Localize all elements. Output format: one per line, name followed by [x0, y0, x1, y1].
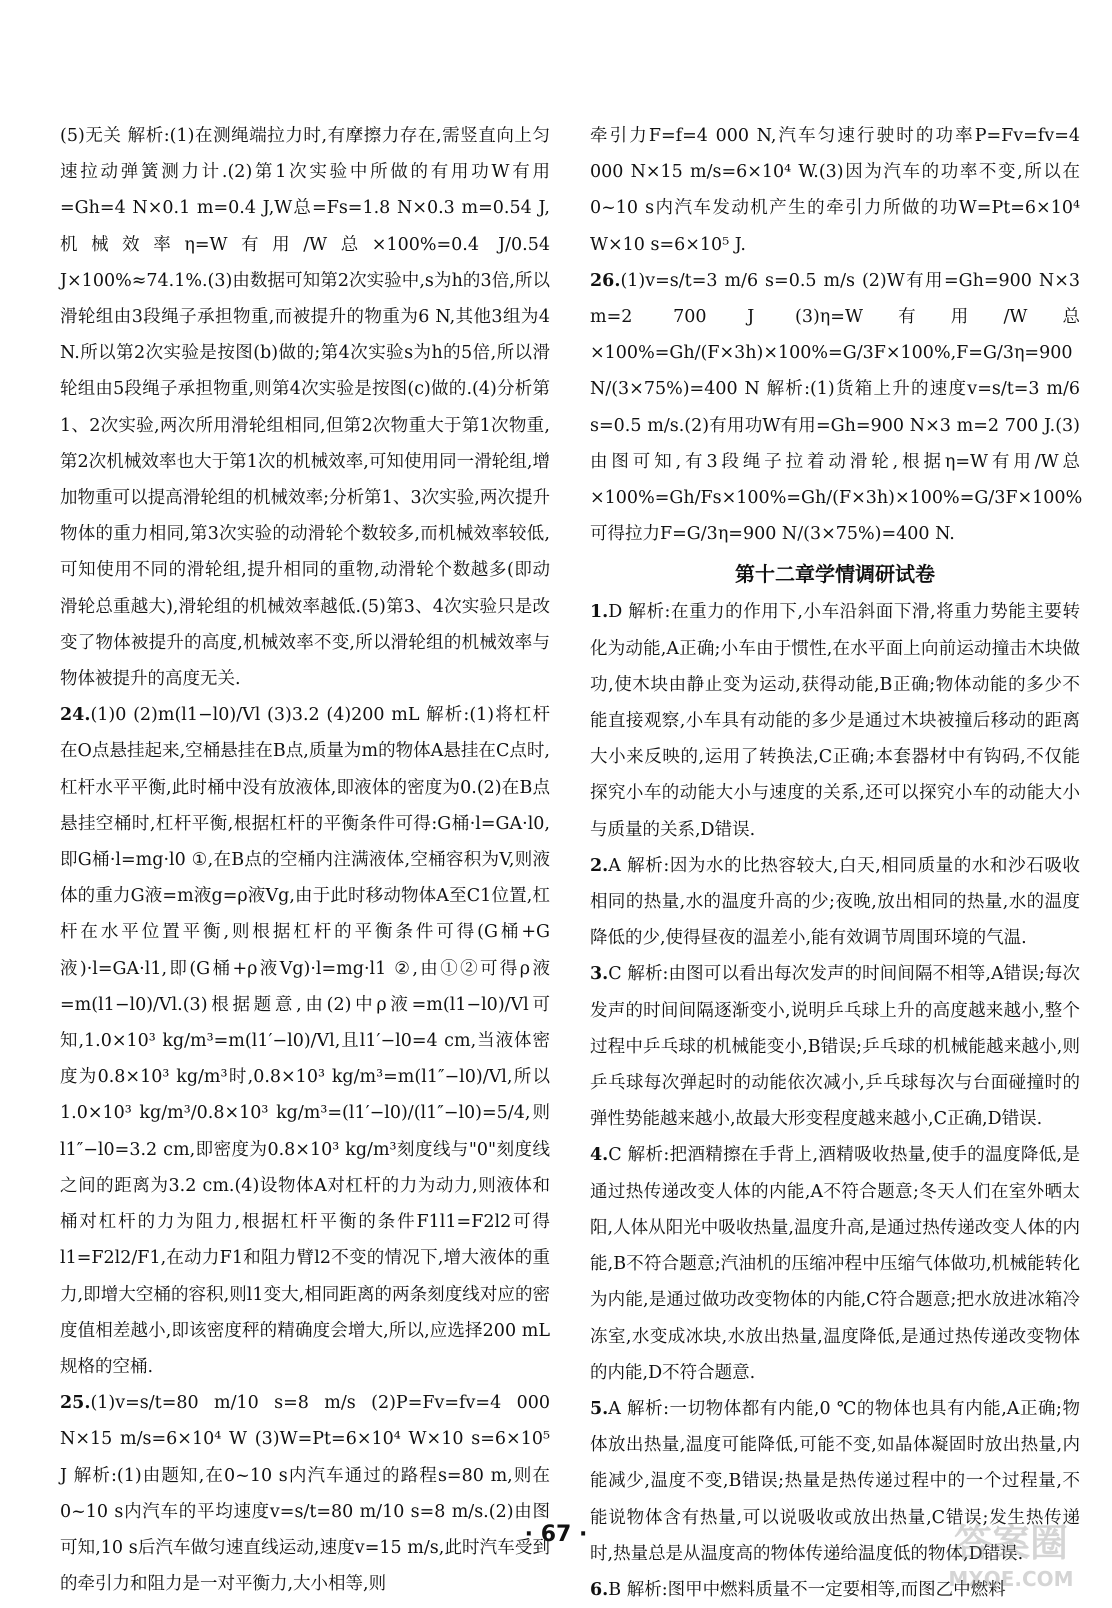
watermark-bottom-text: MXQE.COM	[948, 1567, 1074, 1591]
answer-paragraph: 2.A 解析:因为水的比热容较大,白天,相同质量的水和沙石吸收相同的热量,水的温度升高的少;夜晚,放出相同的热量,水的温度降低的少,使得昼夜的温差小,能有效调节周围环境的气温.	[590, 855, 1080, 949]
answer-paragraph: 25.(1)v=s/t=80 m/10 s=8 m/s (2)P=Fv=fv=4 000 N×15 m/s=6×10⁴ W (3)W=Pt=6×10⁴ W×10 s=6×10⁵ J 解析:(1)由题知,在0~10 s内汽车通过的路程s=80 m,则在0~10 s内汽车的平均速度v=s/t=80 m/10 s=8 m/s.(2)由图可知,10 s后汽车做匀速直线运动,速度v=15 m/s,此时汽车受到的牵引力和阻力是一对平衡力,大小相等,则	[60, 1393, 550, 1595]
answer-paragraph: 6.B 解析:图甲中燃料质量不一定要相等,而图乙中燃料	[590, 1579, 1006, 1600]
answer-paragraph: 3.C 解析:由图可以看出每次发声的时间间隔不相等,A错误;每次发声的时间间隔逐渐变小,说明乒乓球上升的高度越来越小,整个过程中乒乓球的机械能变小,B错误;乒乓球的机械能越来越小,则乒乓球每次弹起时的动能依次减小,乒乓球每次与台面碰撞时的弹性势能越来越小,故最大形变程度越来越小,C正确,D错误.	[590, 964, 1080, 1130]
answer-paragraph: 1.D 解析:在重力的作用下,小车沿斜面下滑,将重力势能主要转化为动能,A正确;小车由于惯性,在水平面上向前运动撞击木块做功,使木块由静止变为运动,获得动能,B正确;物体动能的多少不能直接观察,小车具有动能的多少是通过木块被撞后移动的距离大小来反映的,运用了转换法,C正确;本套器材中有钩码,不仅能探究小车的动能大小与速度的关系,还可以探究小车的动能大小与质量的关系,D错误.	[590, 602, 1080, 840]
watermark-graphic	[926, 1514, 1096, 1592]
watermark-logo	[926, 1514, 1096, 1592]
left-column	[60, 118, 550, 1602]
answer-paragraph: 4.C 解析:把酒精擦在手背上,酒精吸收热量,使手的温度降低,是通过热传递改变人体的内能,A不符合题意;冬天人们在室外晒太阳,人体从阳光中吸收热量,温度升高,是通过热传递改变人体的内能,B不符合题意;汽油机的压缩冲程中压缩气体做功,机械能转化为内能,是通过做功改变物体的内能,C符合题意;把水放进冰箱冷冻室,水变成冰块,水放出热量,温度降低,是通过热传递改变物体的内能,D不符合题意.	[590, 1145, 1080, 1383]
answer-paragraph: 牵引力F=f=4 000 N,汽车匀速行驶时的功率P=Fv=fv=4 000 N×15 m/s=6×10⁴ W.(3)因为汽车的功率不变,所以在0~10 s内汽车发动机产生的牵引力所做的功W=Pt=6×10⁴ W×10 s=6×10⁵ J.	[590, 126, 1080, 255]
answer-paragraph: (5)无关 解析:(1)在测绳端拉力时,有摩擦力存在,需竖直向上匀速拉动弹簧测力计.(2)第1次实验中所做的有用功W有用=Gh=4 N×0.1 m=0.4 J,W总=Fs=1.8 N×0.3 m=0.54 J,机械效率η=W有用/W总×100%=0.4 J/0.54 J×100%≈74.1%.(3)由数据可知第2次实验中,s为h的3倍,所以滑轮组由3段绳子承担物重,而被提升的物重为6 N,其他3组为4 N.所以第2次实验是按图(b)做的;第4次实验s为h的5倍,所以滑轮组由5段绳子承担物重,则第4次实验是按图(c)做的.(4)分析第1、2次实验,两次所用滑轮组相同,但第2次物重大于第1次物重,第2次机械效率也大于第1次的机械效率,可知使用同一滑轮组,增加物重可以提高滑轮组的机械效率;分析第1、3次实验,两次提升物体的重力相同,第3次实验的动滑轮个数较多,而机械效率较低,可知使用不同的滑轮组,提升相同的重物,动滑轮个数越多(即动滑轮总重越大),滑轮组的机械效率越低.(5)第3、4次实验只是改变了物体被提升的高度,机械效率不变,所以滑轮组的机械效率与物体被提升的高度无关.	[60, 126, 550, 690]
answer-paragraph: 24.(1)0 (2)m(l1−l0)/Vl (3)3.2 (4)200 mL 解析:(1)将杠杆在O点悬挂起来,空桶悬挂在B点,质量为m的物体A悬挂在C点时,杠杆水平平衡,此时桶中没有放液体,即液体的密度为0.(2)在B点悬挂空桶时,杠杆平衡,根据杠杆的平衡条件可得:G桶·l=GA·l0,即G桶·l=mg·l0 ①,在B点的空桶内注满液体,空桶容积为V,则液体的重力G液=m液g=ρ液Vg,由于此时移动物体A至C1位置,杠杆在水平位置平衡,则根据杠杆的平衡条件可得(G桶+G液)·l=GA·l1,即(G桶+ρ液Vg)·l=mg·l1 ②,由①②可得ρ液=m(l1−l0)/Vl.(3)根据题意,由(2)中ρ液=m(l1−l0)/Vl可知,1.0×10³ kg/m³=m(l1′−l0)/Vl,且l1′−l0=4 cm,当液体密度为0.8×10³ kg/m³时,0.8×10³ kg/m³=m(l1″−l0)/Vl,所以1.0×10³ kg/m³/0.8×10³ kg/m³=(l1′−l0)/(l1″−l0)=5/4,则l1″−l0=3.2 cm,即密度为0.8×10³ kg/m³刻度线与"0"刻度线之间的距离为3.2 cm.(4)设物体A对杠杆的力为动力,则液体和桶对杠杆的力为阻力,根据杠杆平衡的条件F1l1=F2l2可得l1=F2l2/F1,在动力F1和阻力臂l2不变的情况下,增大液体的重力,即增大空桶的容积,则l1变大,相同距离的两条刻度线对应的密度值相差越小,即该密度秤的精确度会增大,所以,应选择200 mL规格的空桶.	[60, 705, 550, 1377]
watermark-top-text: 答案圈	[953, 1521, 1069, 1565]
answer-paragraph: 5.A 解析:一切物体都有内能,0 ℃的物体也具有内能,A正确;物体放出热量,温度可能降低,可能不变,如晶体凝固时放出热量,内能减少,温度不变,B错误;热量是热传递过程中的一个过程量,不能说物体含有热量,可以说吸收或放出热量,C错误;发生热传递时,热量总是从温度高的物体传递给温度低的物体,D错误.	[590, 1398, 1080, 1564]
right-column	[590, 118, 1083, 1608]
section-heading: 第十二章学情调研试卷	[735, 562, 935, 587]
page-number: · 67 ·	[524, 1522, 588, 1547]
answer-paragraph: 26.(1)v=s/t=3 m/6 s=0.5 m/s (2)W有用=Gh=900 N×3 m=2 700 J (3)η=W有用/W总×100%=Gh/(F×3h)×100%=G/3F×100%,F=G/3η=900 N/(3×75%)=400 N 解析:(1)货箱上升的速度v=s/t=3 m/6 s=0.5 m/s.(2)有用功W有用=Gh=900 N×3 m=2 700 J.(3)由图可知,有3段绳子拉着动滑轮,根据η=W有用/W总×100%=Gh/Fs×100%=Gh/(F×3h)×100%=G/3F×100%可得拉力F=G/3η=900 N/(3×75%)=400 N.	[590, 270, 1083, 545]
